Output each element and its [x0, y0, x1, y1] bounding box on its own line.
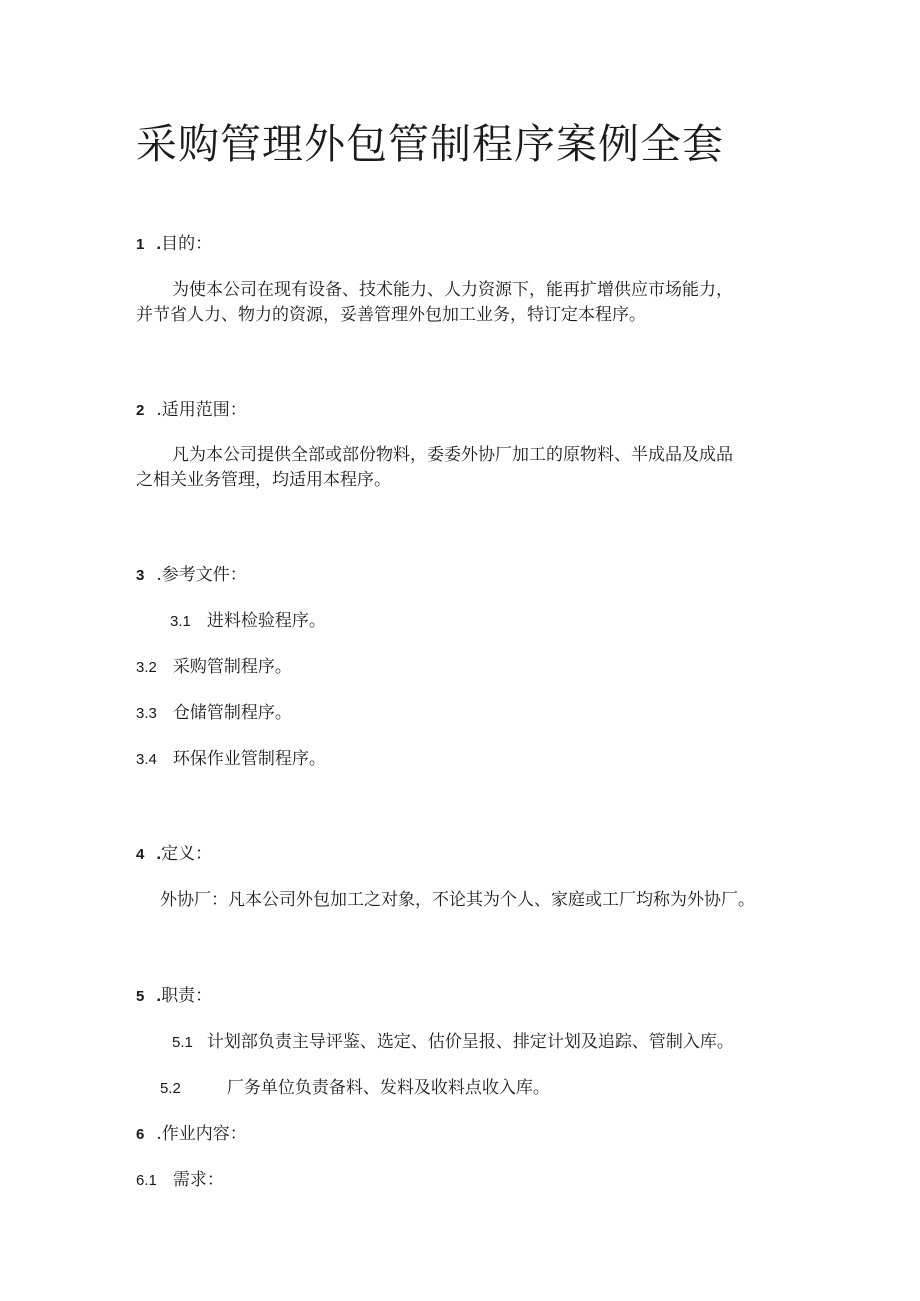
item-number: 3.4 [136, 751, 157, 768]
item-number: 3.3 [136, 705, 157, 722]
responsibility-item [172, 1030, 734, 1055]
section-heading-text: 适用范围： [161, 400, 247, 420]
item-number: 5.2 [160, 1080, 181, 1097]
section-number: 5 [136, 988, 145, 1005]
item-text: 仓储管制程序。 [172, 703, 292, 723]
section-1-heading: 1 .目的： [136, 234, 213, 254]
section-2-heading: 2 .适用范围： [136, 400, 247, 420]
section-6-heading: 6 .作业内容： [136, 1124, 247, 1144]
section-number: 3 [136, 567, 145, 584]
work-item [136, 1168, 224, 1193]
section-number: 4 [136, 846, 145, 863]
section-number: 6 [136, 1126, 145, 1143]
section-4-para-line-1: 外协厂：凡本公司外包加工之对象，不论其为个人、家庭或工厂均称为外协厂。 [160, 890, 755, 910]
section-heading-text: 定义： [161, 844, 213, 864]
section-heading-text: 参考文件： [161, 565, 247, 585]
reference-item [136, 747, 326, 772]
item-number: 3.2 [136, 659, 157, 676]
item-text: 采购管制程序。 [172, 657, 292, 677]
section-number: 1 [136, 236, 145, 253]
item-text: 计划部负责主导评鉴、选定、估价呈报、排定计划及追踪、管制入库。 [206, 1032, 734, 1052]
item-text: 环保作业管制程序。 [172, 749, 326, 769]
section-heading-text: 职责： [161, 986, 213, 1006]
section-heading-text: 作业内容： [161, 1124, 247, 1144]
item-number: 5.1 [172, 1034, 193, 1051]
section-number: 2 [136, 402, 145, 419]
section-1-para-line-2: 并节省人力、物力的资源，妥善管理外包加工业务，特订定本程序。 [136, 305, 646, 325]
section-4-heading: 4 .定义： [136, 844, 213, 864]
item-text: 进料检验程序。 [206, 611, 326, 631]
item-number: 3.1 [170, 613, 191, 630]
responsibility-item [160, 1076, 550, 1101]
reference-item [136, 701, 292, 726]
reference-item [170, 609, 326, 634]
item-text: 需求： [172, 1170, 224, 1190]
section-3-heading: 3 .参考文件： [136, 565, 247, 585]
section-1-para-line-1: 为使本公司在现有设备、技术能力、人力资源下，能再扩增供应市场能力， [172, 280, 733, 300]
item-text: 厂务单位负责备料、发料及收料点收入库。 [226, 1078, 550, 1098]
section-2-para-line-1: 凡为本公司提供全部或部份物料，委委外协厂加工的原物料、半成品及成品 [172, 445, 733, 465]
section-2-para-line-2: 之相关业务管理，均适用本程序。 [136, 470, 391, 490]
item-number: 6.1 [136, 1172, 157, 1189]
section-5-heading: 5 .职责： [136, 986, 213, 1006]
section-heading-text: 目的： [161, 234, 213, 254]
reference-item [136, 655, 292, 680]
document-title: 采购管理外包管制程序案例全套 [136, 120, 724, 168]
